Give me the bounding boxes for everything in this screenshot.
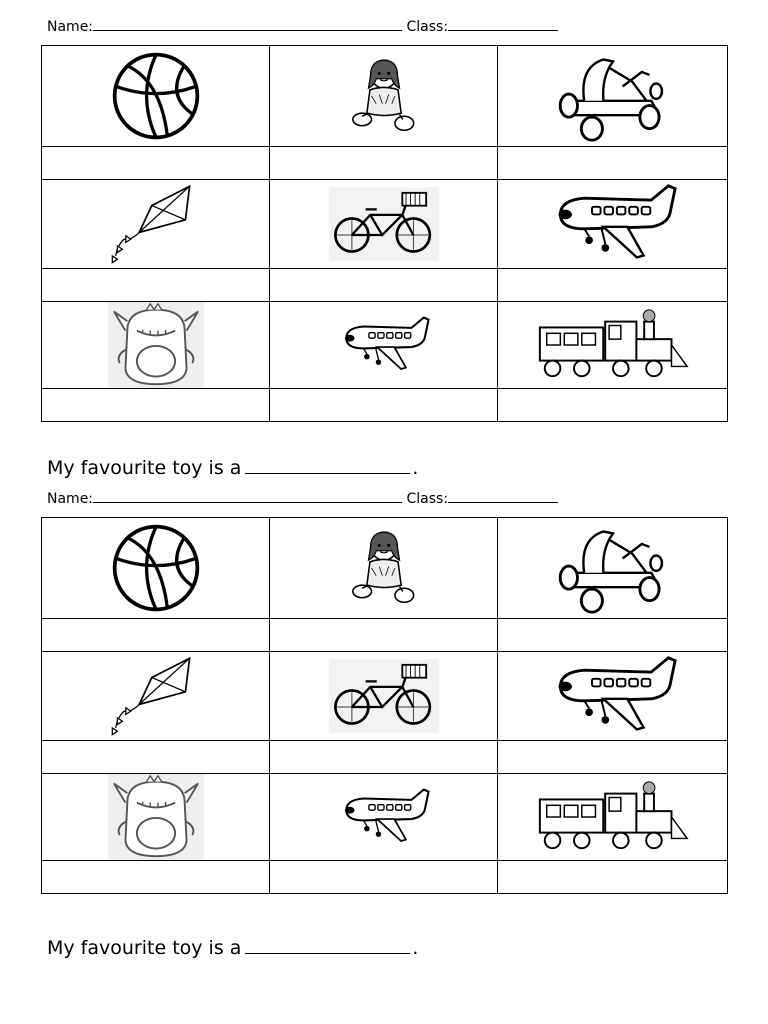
toy-cell [270, 46, 498, 147]
answer-cell[interactable] [270, 389, 498, 422]
name-blank-line[interactable] [93, 16, 402, 31]
monster-toy-icon [104, 774, 208, 860]
airplane-icon [542, 653, 684, 739]
toy-cell [270, 302, 498, 389]
toy-cell [270, 652, 498, 741]
basketball-icon [109, 49, 203, 143]
train-icon [533, 778, 693, 856]
doll-icon [345, 46, 423, 146]
go-kart-icon [555, 520, 671, 616]
name-blank-line[interactable] [93, 488, 402, 503]
favourite-toy-sentence [47, 455, 418, 479]
name-label: Name: [47, 19, 94, 35]
answer-cell[interactable] [498, 741, 728, 774]
toy-cell [42, 652, 270, 741]
answer-cell[interactable] [498, 147, 728, 180]
monster-toy-icon [104, 302, 208, 388]
train-icon [533, 306, 693, 384]
bicycle-icon [329, 187, 439, 261]
sentence-start: My favourite toy is a [47, 937, 242, 959]
name-label: Name: [47, 491, 94, 507]
sentence-end: . [412, 937, 419, 959]
class-blank-line[interactable] [448, 488, 558, 503]
toy-cell [498, 302, 728, 389]
answer-cell[interactable] [42, 741, 270, 774]
small-airplane-icon [336, 786, 432, 848]
answer-cell[interactable] [270, 147, 498, 180]
toy-cell [498, 180, 728, 269]
toy-cell [42, 180, 270, 269]
toy-cell [270, 180, 498, 269]
small-airplane-icon [336, 314, 432, 376]
toy-cell [498, 46, 728, 147]
toy-cell [42, 46, 270, 147]
favourite-toy-sentence [47, 935, 418, 959]
toy-cell [498, 652, 728, 741]
answer-cell[interactable] [270, 861, 498, 894]
class-blank-line[interactable] [448, 16, 558, 31]
toy-grid [41, 45, 728, 422]
kite-icon [103, 654, 209, 738]
bicycle-icon [329, 659, 439, 733]
favourite-toy-blank[interactable] [245, 455, 410, 474]
class-label: Class: [406, 491, 449, 507]
toy-cell [42, 302, 270, 389]
class-label: Class: [406, 19, 449, 35]
go-kart-icon [555, 48, 671, 144]
answer-cell[interactable] [42, 389, 270, 422]
toy-cell [270, 774, 498, 861]
answer-cell[interactable] [42, 269, 270, 302]
favourite-toy-blank[interactable] [245, 935, 410, 954]
answer-cell[interactable] [270, 269, 498, 302]
answer-cell[interactable] [42, 861, 270, 894]
basketball-icon [109, 521, 203, 615]
toy-cell [42, 774, 270, 861]
sentence-end: . [412, 457, 419, 479]
toy-grid [41, 517, 728, 894]
toy-cell [270, 518, 498, 619]
kite-icon [103, 182, 209, 266]
toy-cell [498, 518, 728, 619]
answer-cell[interactable] [498, 389, 728, 422]
name-class-header [47, 488, 558, 507]
answer-cell[interactable] [498, 861, 728, 894]
answer-cell[interactable] [498, 269, 728, 302]
name-class-header [47, 16, 558, 35]
answer-cell[interactable] [42, 147, 270, 180]
doll-icon [345, 518, 423, 618]
sentence-start: My favourite toy is a [47, 457, 242, 479]
answer-cell[interactable] [270, 741, 498, 774]
answer-cell[interactable] [42, 619, 270, 652]
answer-cell[interactable] [270, 619, 498, 652]
airplane-icon [542, 181, 684, 267]
answer-cell[interactable] [498, 619, 728, 652]
toy-cell [498, 774, 728, 861]
toy-cell [42, 518, 270, 619]
